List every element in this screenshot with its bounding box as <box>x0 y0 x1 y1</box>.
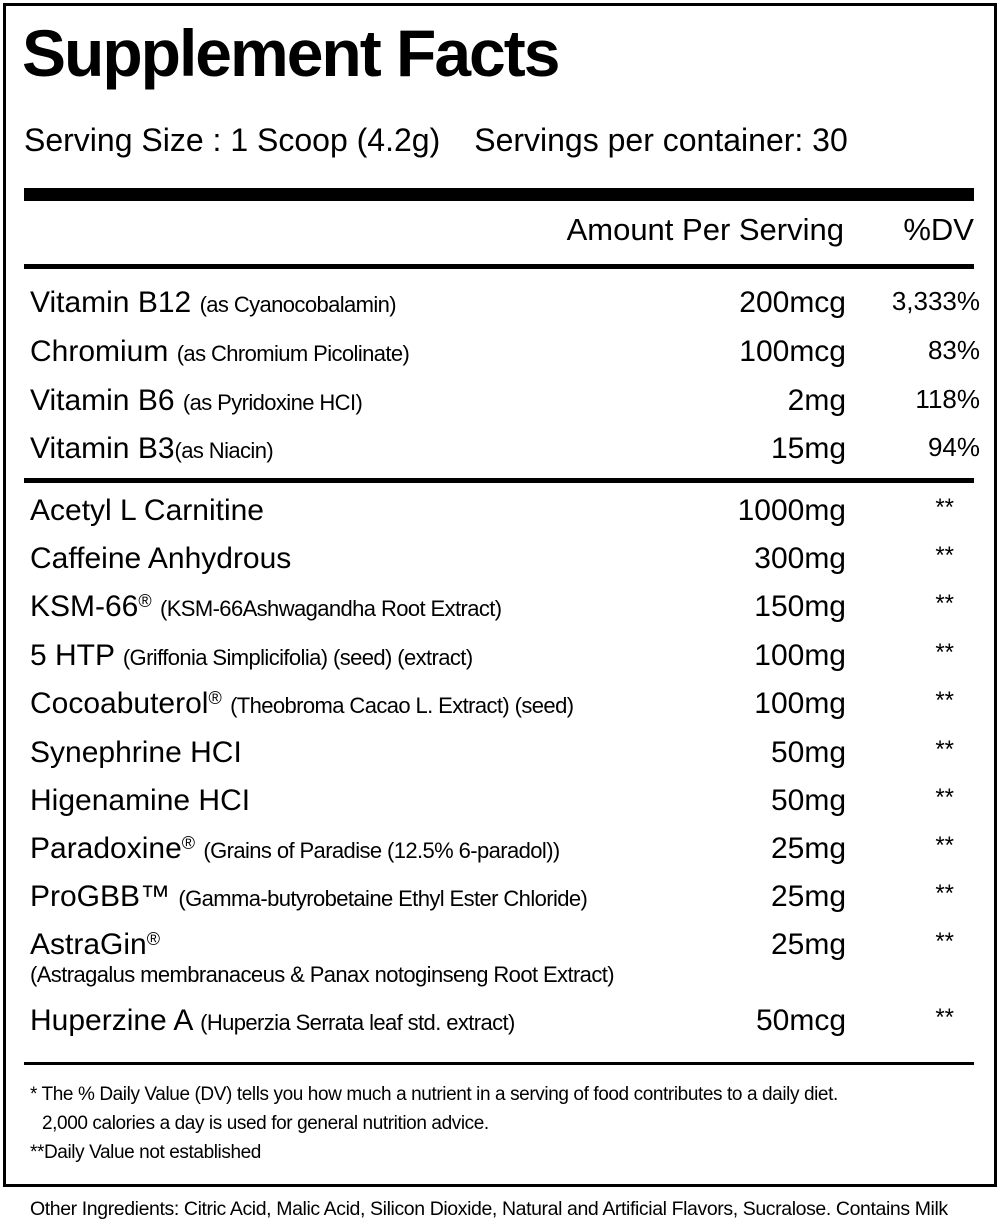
ingredient-dv: ** <box>935 687 954 714</box>
ingredient-name: ProGBB™ (Gamma-butyrobetaine Ethyl Ester Chloride) <box>30 880 588 913</box>
vitamin-row <box>30 434 980 474</box>
vitamins-divider <box>24 478 974 483</box>
ingredient-row <box>30 738 980 778</box>
nutrient-name: Vitamin B6 (as Pyridoxine HCI) <box>30 384 363 417</box>
ingredient-amount: 25mg <box>770 928 846 961</box>
nutrient-amount: 15mg <box>770 432 846 465</box>
ingredient-row <box>30 496 980 536</box>
ingredient-subnote: (Astragalus membranaceus & Panax notoginseng Root Extract) <box>30 962 614 987</box>
header-divider <box>24 264 974 269</box>
panel-title: Supplement Facts <box>22 16 559 90</box>
ingredient-dv: ** <box>935 639 954 666</box>
ingredient-name: Caffeine Anhydrous <box>30 542 292 575</box>
ingredient-dv: ** <box>935 832 954 859</box>
ingredient-name: Synephrine HCI <box>30 736 242 769</box>
ingredient-amount: 300mg <box>754 542 846 575</box>
nutrient-amount: 200mcg <box>739 286 846 319</box>
footnote-calories: 2,000 calories a day is used for general nutrition advice. <box>42 1113 489 1134</box>
other-ingredients: Other Ingredients: Citric Acid, Malic Acid, Silicon Dioxide, Natural and Artificial Flavors, Sucralose. Contains Milk <box>30 1198 948 1220</box>
ingredient-row <box>30 930 980 994</box>
vitamin-row <box>30 337 980 377</box>
ingredient-row <box>30 834 980 874</box>
serving-size: Serving Size : 1 Scoop (4.2g) <box>24 122 441 158</box>
servings-per-container: Servings per container: 30 <box>474 122 848 158</box>
ingredient-amount: 100mg <box>754 687 846 720</box>
ingredient-dv: ** <box>935 590 954 617</box>
ingredient-row <box>30 786 980 826</box>
ingredient-dv: ** <box>935 494 954 521</box>
ingredient-row <box>30 882 980 922</box>
ingredient-dv: ** <box>935 784 954 811</box>
ingredient-dv: ** <box>935 880 954 907</box>
ingredient-row <box>30 592 980 632</box>
ingredient-amount: 25mg <box>770 880 846 913</box>
nutrient-dv: 94% <box>927 432 980 462</box>
ingredient-dv: ** <box>935 928 954 955</box>
serving-info <box>24 124 848 156</box>
ingredient-name: AstraGin® <box>30 928 160 961</box>
nutrient-name: Vitamin B3(as Niacin) <box>30 432 274 465</box>
nutrient-dv: 3,333% <box>891 286 980 316</box>
ingredient-dv: ** <box>935 542 954 569</box>
ingredient-amount: 50mcg <box>755 1004 846 1037</box>
nutrient-name: Vitamin B12 (as Cyanocobalamin) <box>30 286 397 319</box>
ingredient-name: Acetyl L Carnitine <box>30 494 264 527</box>
header-daily-value: %DV <box>903 212 974 247</box>
ingredient-name: 5 HTP (Griffonia Simplicifolia) (seed) (extract) <box>30 639 473 672</box>
ingredient-name: KSM-66® (KSM-66Ashwagandha Root Extract) <box>30 590 502 623</box>
nutrient-amount: 100mcg <box>739 335 846 368</box>
ingredient-dv: ** <box>935 1004 954 1031</box>
ingredient-amount: 50mg <box>770 784 846 817</box>
footnote-not-established: **Daily Value not established <box>30 1142 261 1163</box>
footnote-dv: * The % Daily Value (DV) tells you how much a nutrient in a serving of food contributes to a daily diet. <box>30 1084 838 1105</box>
thick-divider <box>24 188 974 201</box>
ingredient-amount: 100mg <box>754 639 846 672</box>
ingredient-dv: ** <box>935 736 954 763</box>
ingredient-row <box>30 689 980 729</box>
ingredients-divider <box>24 1062 974 1065</box>
ingredient-name: Higenamine HCI <box>30 784 251 817</box>
nutrient-dv: 118% <box>915 384 980 414</box>
ingredient-amount: 25mg <box>770 832 846 865</box>
ingredient-row <box>30 641 980 681</box>
ingredient-amount: 150mg <box>754 590 846 623</box>
ingredient-row <box>30 1006 980 1046</box>
ingredient-amount: 50mg <box>770 736 846 769</box>
ingredient-name: Paradoxine® (Grains of Paradise (12.5% 6-paradol)) <box>30 832 560 865</box>
vitamin-row <box>30 386 980 426</box>
ingredient-row <box>30 544 980 584</box>
nutrient-amount: 2mg <box>787 384 846 417</box>
vitamin-row <box>30 288 980 328</box>
nutrient-name: Chromium (as Chromium Picolinate) <box>30 335 410 368</box>
nutrient-dv: 83% <box>927 335 980 365</box>
ingredient-amount: 1000mg <box>737 494 846 527</box>
ingredient-name: Huperzine A (Huperzia Serrata leaf std. extract) <box>30 1004 515 1037</box>
ingredient-name: Cocoabuterol® (Theobroma Cacao L. Extract) (seed) <box>30 687 574 720</box>
header-amount-per-serving: Amount Per Serving <box>566 212 844 247</box>
